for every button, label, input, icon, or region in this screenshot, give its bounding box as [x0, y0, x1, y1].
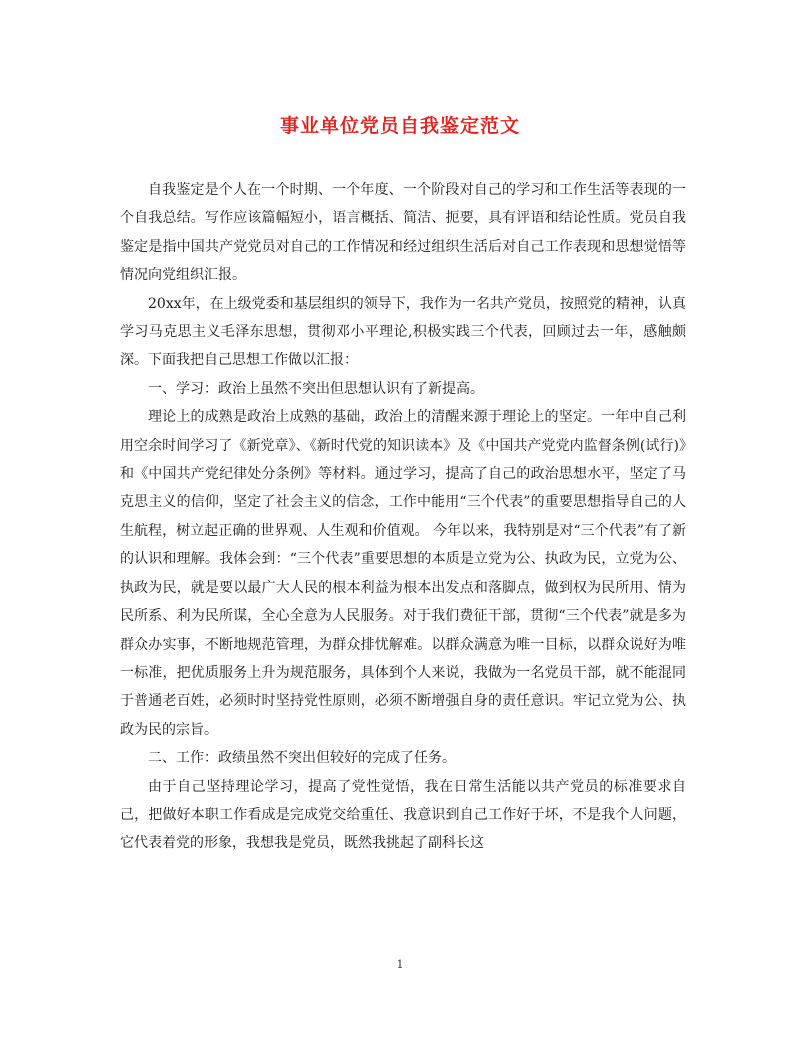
paragraph-opening: 20xx年，在上级党委和基层组织的领导下，我作为一名共产党员，按照党的精神，认真学习马克思主义毛泽东思想，贯彻邓小平理论,积极实践三个代表，回顾过去一年，感触颇深。下面我把自己思想工作做以汇报： — [120, 295, 686, 369]
page-number: 1 — [396, 958, 404, 971]
paragraph-study: 理论上的成熟是政治上成熟的基础，政治上的清醒来源于理论上的坚定。一年中自己利用空余时间学习了《新党章》、《新时代党的知识读本》及《中国共产党党内监督条例(试行)》和《中国共产党纪律处分条例》等材料。通过学习，提高了自己的政治思想水平，坚定了马克思主义的信仰，坚定了社会主义的信念，工作中能用“三个代表”的重要思想指导自己的人生航程，树立起正确的世界观、人生观和价值观。 今年以来，我特别是对“三个代表”有了新的认识和理解。我体会到：“三个代表”重要思想的本质是立党为公、执政为民，立党为公、执政为民，就是要以最广大人民的根本利益为根本出发点和落脚点，做到权为民所用、情为民所系、利为民所谋，全心全意为人民服务。对于我们费征干部，贯彻“三个代表”就是多为群众办实事，不断地规范管理，为群众排忧解难。以群众满意为唯一目标，以群众说好为唯一标准，把优质服务上升为规范服务，具体到个人来说，我做为一名党员干部，就不能混同于普通老百姓，必须时时坚持党性原则，必须不断增强自身的责任意识。牢记立党为公、执政为民的宗旨。 — [120, 409, 686, 738]
document-body — [120, 176, 686, 858]
section-heading-work: 二、工作：政绩虽然不突出但较好的完成了任务。 — [148, 750, 456, 767]
paragraph-intro: 自我鉴定是个人在一个时期、一个年度、一个阶段对自己的学习和工作生活等表现的一个自我总结。写作应该篇幅短小，语言概括、简洁、扼要，具有评语和结论性质。党员自我鉴定是指中国共产党党员对自己的工作情况和经过组织生活后对自己工作表现和思想觉悟等情况向党组织汇报。 — [120, 182, 686, 284]
paragraph-work: 由于自己坚持理论学习，提高了党性觉悟，我在日常生活能以共产党员的标准要求自己，把做好本职工作看成是完成党交给重任、我意识到自己工作好于坏，不是我个人问题，它代表着党的形象，我想我是党员，既然我挑起了副科长这 — [120, 778, 686, 852]
section-heading-study: 一、学习：政治上虽然不突出但思想认识有了新提高。 — [148, 380, 484, 397]
document-title: 事业单位党员自我鉴定范文 — [279, 115, 520, 137]
